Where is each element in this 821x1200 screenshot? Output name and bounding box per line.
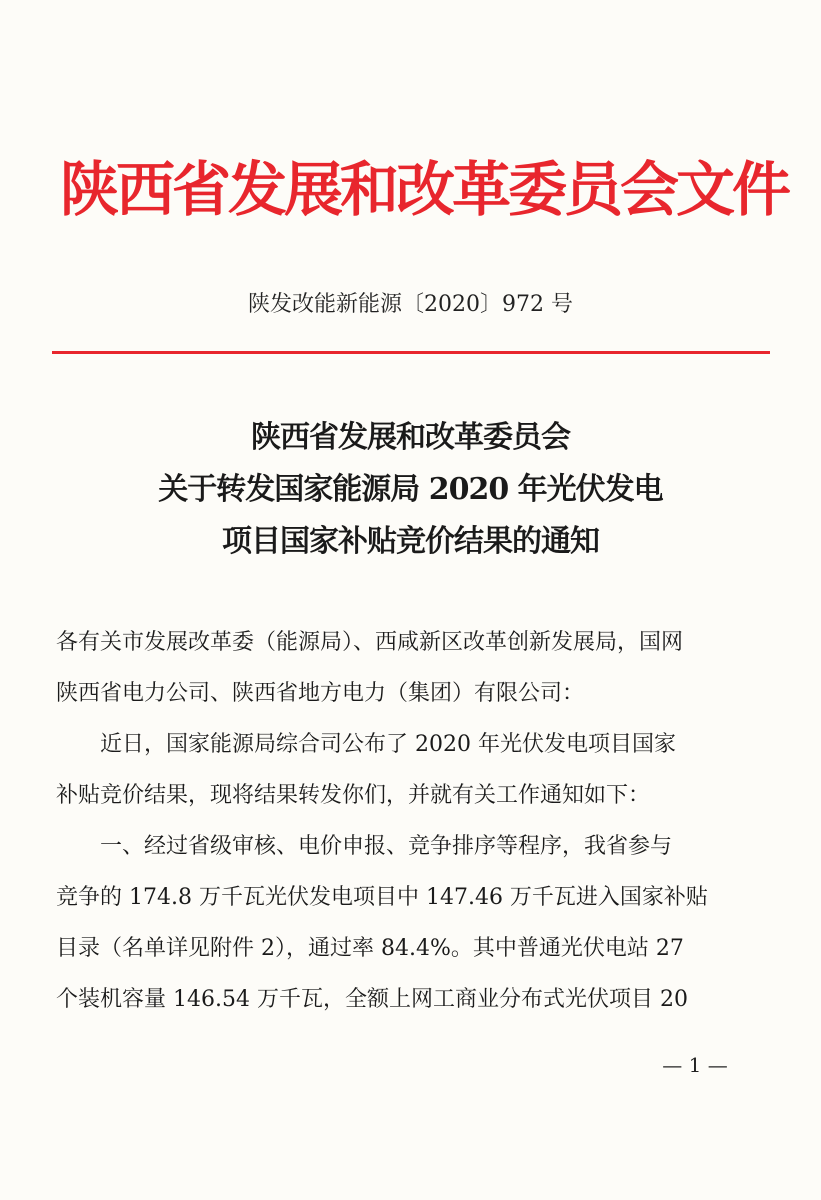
page-number: — 1 —	[662, 1053, 728, 1077]
document-header-title: 陕西省发展和改革委员会文件	[60, 155, 789, 224]
notice-title-line: 关于转发国家能源局 2020 年光伏发电	[158, 472, 663, 507]
red-divider-line	[52, 351, 770, 354]
body-line: 目录（名单详见附件 2），通过率 84.4%。其中普通光伏电站 27	[56, 936, 684, 961]
notice-title-line: 项目国家补贴竞价结果的通知	[222, 524, 599, 559]
body-line: 陕西省电力公司、陕西省地方电力（集团）有限公司：	[56, 681, 585, 706]
body-line: 个装机容量 146.54 万千瓦，全额上网工商业分布式光伏项目 20	[56, 987, 688, 1012]
notice-body	[56, 617, 772, 1025]
body-line: 近日，国家能源局综合司公布了 2020 年光伏发电项目国家	[100, 732, 676, 757]
body-line: 各有关市发展改革委（能源局）、西咸新区改革创新发展局，国网	[56, 630, 684, 655]
document-number: 陕发改能新能源〔2020〕972 号	[248, 292, 573, 317]
notice-title-line: 陕西省发展和改革委员会	[251, 420, 570, 455]
body-line: 补贴竞价结果，现将结果转发你们，并就有关工作通知如下：	[56, 783, 651, 808]
body-line: 一、经过省级审核、电价申报、竞争排序等程序，我省参与	[100, 834, 673, 859]
body-line: 竞争的 174.8 万千瓦光伏发电项目中 147.46 万千瓦进入国家补贴	[56, 885, 708, 910]
notice-title	[0, 412, 821, 568]
